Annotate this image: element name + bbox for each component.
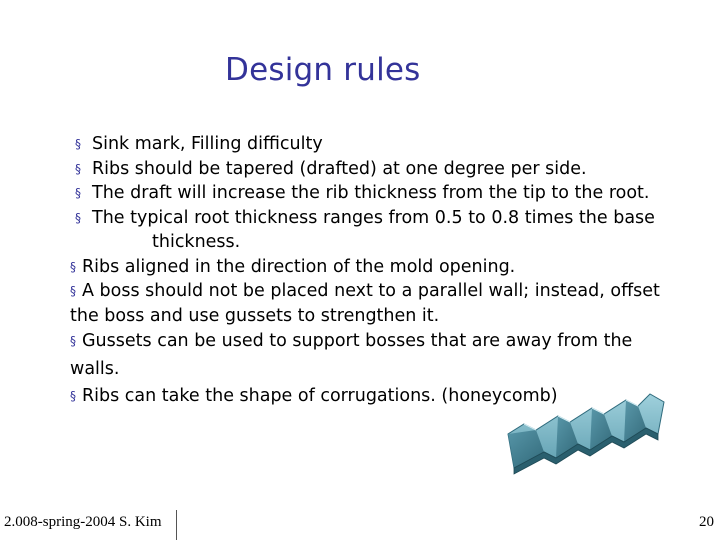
bullet-text-continuation: walls. [70,358,120,379]
bullet-list-tight [70,132,690,255]
footer-divider [176,510,177,540]
slide-title: Design rules [225,52,421,88]
bullet-item [70,157,690,182]
bullet-text: The draft will increase the rib thickness from the tip to the root. [92,183,650,203]
bullet-item [70,132,690,157]
bullet-marker-icon: § [75,210,81,225]
bullet-text: The typical root thickness ranges from 0.5 to 0.8 times the base [92,207,655,228]
corrugated-sheet-illustration [500,388,675,498]
bullet-text: Sink mark, Filling difficulty [92,134,323,154]
bullet-marker-icon: § [70,334,76,348]
bullet-marker-icon: § [75,186,81,200]
bullet-text: Ribs can take the shape of corrugations. (honeycomb) [82,386,558,406]
bullet-item [70,206,690,255]
page-number: 20 [699,514,714,530]
bullet-item [70,181,690,206]
bullet-list [70,132,690,411]
bullet-marker-icon: § [75,161,81,176]
bullet-item [70,328,690,383]
bullet-text: Ribs aligned in the direction of the mold opening. [82,256,516,277]
bullet-item [70,279,690,328]
bullet-text: Ribs should be tapered (drafted) at one degree per side. [92,158,587,179]
bullet-text: Gussets can be used to support bosses that are away from the [82,331,633,351]
bullet-marker-icon: § [75,137,81,151]
bullet-marker-icon: § [70,259,76,274]
bullet-continuation: thickness. [152,232,241,252]
bullet-item [70,255,690,280]
bullet-text: A boss should not be placed next to a parallel wall; instead, offset [82,281,660,301]
bullet-marker-icon: § [70,284,76,298]
bullet-text-continuation: the boss and use gussets to strengthen it. [70,305,440,326]
bullet-marker-icon: § [70,389,76,403]
footer-course-label: 2.008-spring-2004 S. Kim [4,514,162,530]
